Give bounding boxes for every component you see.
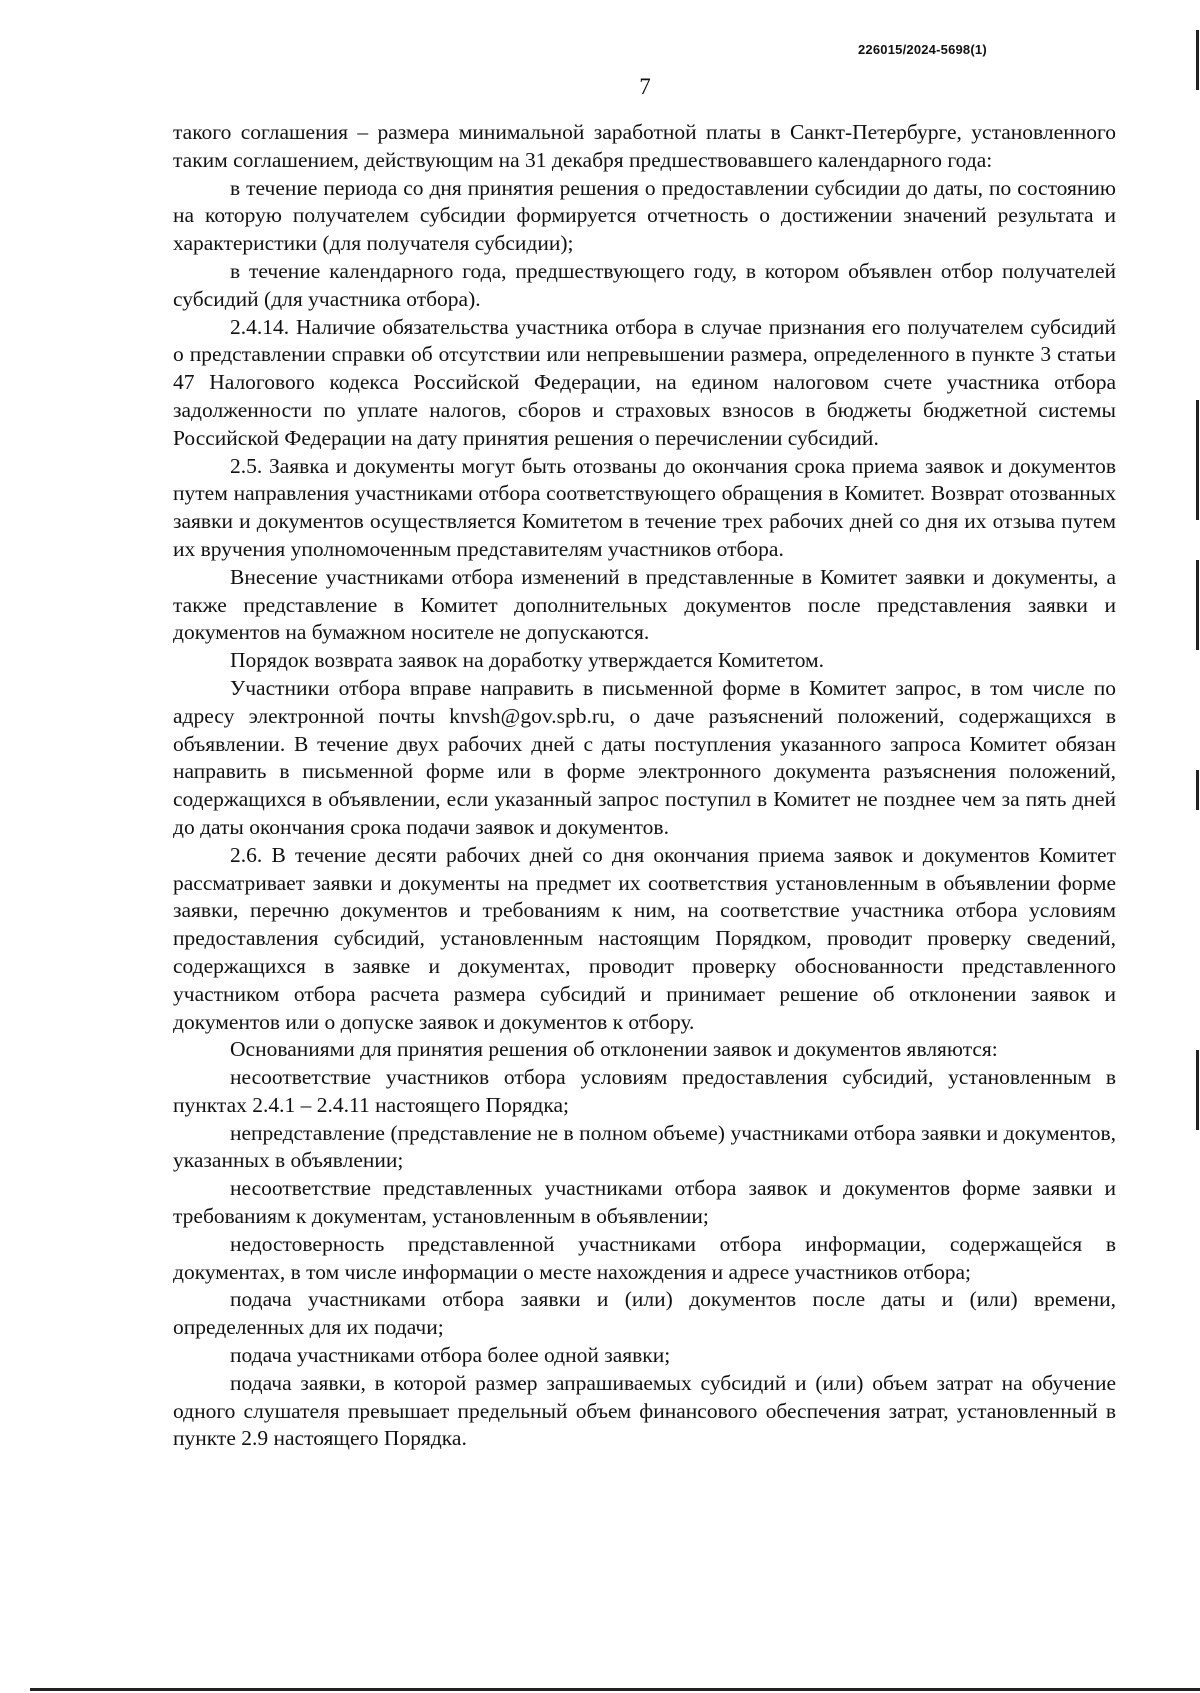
- paragraph: Порядок возврата заявок на доработку утверждается Комитетом.: [230, 648, 825, 673]
- scan-edge-right: [1196, 30, 1199, 90]
- paragraph: 2.4.14. Наличие обязательства участника отбора в случае признания его получателем субсидий о представлении справки об отсутствии или непревышении размера, определенного в пункте 3 статьи 47 Налогового кодекса Российской Федерации, на едином налоговом счете участника отбора задолженности по уплате налогов, сборов и страховых взносов в бюджеты бюджетной системы Российской Федерации на дату принятия решения о перечислении субсидий.: [173, 314, 1116, 450]
- list-item: подача заявки, в которой размер запрашиваемых субсидий и (или) объем затрат на обучение одного слушателя превышает предельный объем финансового обеспечения затрат, установленный в пункте 2.9 настоящего Порядка.: [173, 1370, 1116, 1451]
- list-item: несоответствие представленных участниками отбора заявок и документов форме заявки и требованиям к документам, установленным в объявлении;: [173, 1176, 1116, 1229]
- page-number: 7: [639, 74, 651, 99]
- list-item: подача участниками отбора более одной заявки;: [230, 1343, 671, 1368]
- list-item: несоответствие участников отбора условиям предоставления субсидий, установленным в пунктах 2.4.1 – 2.4.11 настоящего Порядка;: [173, 1065, 1116, 1117]
- list-item: подача участниками отбора заявки и (или) документов после даты и (или) времени, определенных для их подачи;: [173, 1287, 1116, 1340]
- paragraph: Основаниями для принятия решения об отклонении заявок и документов являются:: [230, 1037, 998, 1062]
- paragraph: в течение календарного года, предшествующего году, в котором объявлен отбор получателей субсидий (для участника отбора).: [173, 258, 1116, 311]
- list-item: непредставление (представление не в полном объеме) участниками отбора заявки и документов, указанных в объявлении;: [173, 1120, 1116, 1173]
- list-item: недостоверность представленной участниками отбора информации, содержащейся в документах, в том числе информации о месте нахождения и адресе участников отбора;: [173, 1231, 1116, 1284]
- scan-edge-right: [1196, 1050, 1199, 1130]
- paragraph: такого соглашения – размера минимальной заработной платы в Санкт-Петербурге, установленного таким соглашением, действующим на 31 декабря предшествовавшего календарного года:: [173, 120, 1116, 172]
- scan-edge-right: [1196, 560, 1199, 650]
- scan-edge-bottom: [30, 1688, 1200, 1691]
- document-registration-number: 226015/2024-5698(1): [858, 42, 987, 57]
- paragraph: Внесение участниками отбора изменений в представленные в Комитет заявки и документы, а также представление в Комитет дополнительных документов после представления заявки и документов на бумажном носителе не допускаются.: [173, 564, 1116, 645]
- paragraph: Участники отбора вправе направить в письменной форме в Комитет запрос, в том числе по адресу электронной почты knvsh@gov.spb.ru, о даче разъяснений положений, содержащихся в объявлении. В течение двух рабочих дней с даты поступления указанного запроса Комитет обязан направить в письменной форме или в форме электронного документа разъяснения положений, содержащихся в объявлении, если указанный запрос поступил в Комитет не позднее чем за пять дней до даты окончания срока подачи заявок и документов.: [173, 675, 1116, 839]
- scan-edge-right: [1196, 770, 1199, 810]
- paragraph: 2.5. Заявка и документы могут быть отозваны до окончания срока приема заявок и документов путем направления участниками отбора соответствующего обращения в Комитет. Возврат отозванных заявки и документов осуществляется Комитетом в течение трех рабочих дней со дня их отзыва путем их вручения уполномоченным представителям участников отбора.: [173, 453, 1116, 561]
- document-body: [173, 119, 1116, 1453]
- paragraph: 2.6. В течение десяти рабочих дней со дня окончания приема заявок и документов Комитет рассматривает заявки и документы на предмет их соответствия установленным в объявлении форме заявки, перечню документов и требованиям к ним, на соответствие участника отбора условиям предоставления субсидий, установленным настоящим Порядком, проводит проверку сведений, содержащихся в заявке и документах, проводит проверку обоснованности представленного участником отбора расчета размера субсидий и принимает решение об отклонении заявок и документов или о допуске заявок и документов к отбору.: [173, 842, 1116, 1034]
- paragraph: в течение периода со дня принятия решения о предоставлении субсидии до даты, по состоянию на которую получателем субсидии формируется отчетность о достижении значений результата и характеристики (для получателя субсидии);: [173, 175, 1116, 256]
- scan-edge-right: [1196, 400, 1199, 520]
